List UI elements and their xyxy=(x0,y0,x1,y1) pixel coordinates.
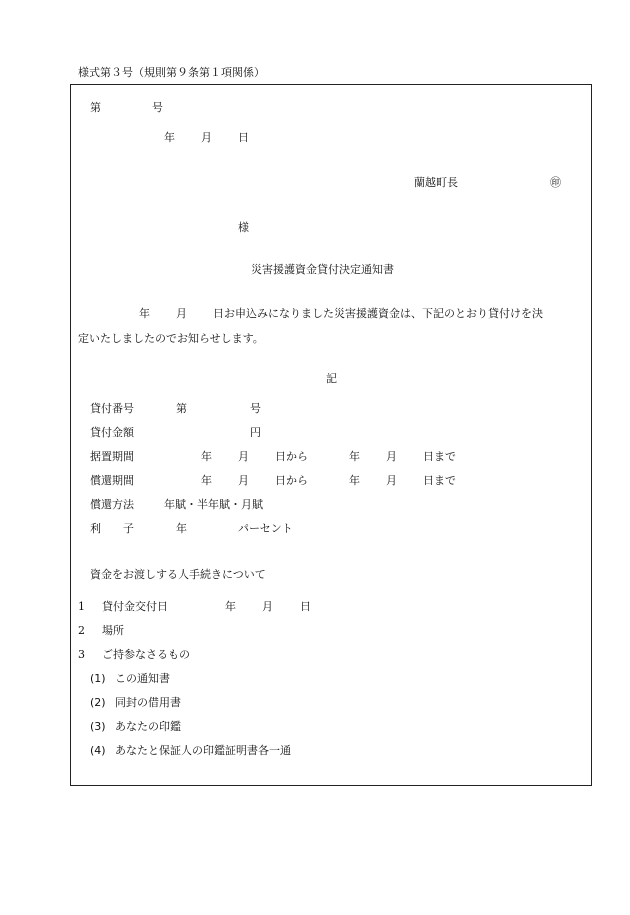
date-year: 年 xyxy=(164,131,175,144)
repayment-method-label: 償還方法 xyxy=(90,498,134,511)
procedure-num-2: 2 xyxy=(78,624,85,637)
interest-unit: パーセント xyxy=(238,522,293,535)
item-num-3: (3) xyxy=(90,720,106,733)
procedure-label-3: ご持参なさるもの xyxy=(102,648,190,661)
body-month: 月 xyxy=(176,307,187,320)
number-prefix: 第 xyxy=(90,101,101,114)
procedure-heading: 資金をお渡しする人手続きについて xyxy=(90,568,266,581)
delivery-year: 年 xyxy=(225,600,236,613)
grace-y1: 年 xyxy=(201,450,212,463)
body-line-1: 日お申込みになりました災害援護資金は、下記のとおり貸付けを決 xyxy=(213,307,543,320)
repayment-period-label: 償還期間 xyxy=(90,474,134,487)
item-label-2: 同封の借用書 xyxy=(115,696,181,709)
repay-y1: 年 xyxy=(201,474,212,487)
date-day: 日 xyxy=(238,131,249,144)
item-label-4: あなたと保証人の印鑑証明書各一通 xyxy=(115,744,291,757)
body-line-2: 定いたしましたのでお知らせします。 xyxy=(78,332,264,345)
interest-label: 利 子 xyxy=(90,522,134,535)
document-title: 災害援護資金貸付決定通知書 xyxy=(251,263,394,276)
delivery-day: 日 xyxy=(300,600,311,613)
item-label-3: あなたの印鑑 xyxy=(115,720,181,733)
grace-m2: 月 xyxy=(386,450,397,463)
delivery-month: 月 xyxy=(262,600,273,613)
number-suffix: 号 xyxy=(152,101,163,114)
loan-number-label: 貸付番号 xyxy=(90,402,134,415)
record-heading: 記 xyxy=(326,372,337,385)
grace-y2: 年 xyxy=(349,450,360,463)
grace-d2: 日まで xyxy=(423,450,456,463)
item-num-1: (1) xyxy=(90,672,106,685)
loan-amount-label: 貸付金額 xyxy=(90,426,134,439)
procedure-label-1: 貸付金交付日 xyxy=(102,600,168,613)
body-year: 年 xyxy=(139,307,150,320)
repay-m1: 月 xyxy=(238,474,249,487)
interest-year: 年 xyxy=(176,522,187,535)
addressee-suffix: 様 xyxy=(238,221,249,234)
item-num-2: (2) xyxy=(90,696,106,709)
loan-amount-unit: 円 xyxy=(250,426,261,439)
item-label-1: この通知書 xyxy=(115,672,170,685)
procedure-label-2: 場所 xyxy=(102,624,124,637)
grace-m1: 月 xyxy=(238,450,249,463)
issuer: 蘭越町長 xyxy=(414,176,458,189)
form-label: 様式第３号（規則第９条第１項関係） xyxy=(78,66,265,79)
repayment-method-value: 年賦・半年賦・月賦 xyxy=(164,498,263,511)
grace-d1: 日から xyxy=(275,450,308,463)
repay-d1: 日から xyxy=(275,474,308,487)
repay-m2: 月 xyxy=(386,474,397,487)
loan-number-suffix: 号 xyxy=(250,402,261,415)
repay-y2: 年 xyxy=(349,474,360,487)
procedure-num-3: 3 xyxy=(78,648,85,661)
item-num-4: (4) xyxy=(90,744,106,757)
repay-d2: 日まで xyxy=(423,474,456,487)
seal-mark: ㊞ xyxy=(550,176,561,189)
loan-number-prefix: 第 xyxy=(176,402,187,415)
grace-period-label: 据置期間 xyxy=(90,450,134,463)
date-month: 月 xyxy=(201,131,212,144)
procedure-num-1: 1 xyxy=(78,600,85,613)
